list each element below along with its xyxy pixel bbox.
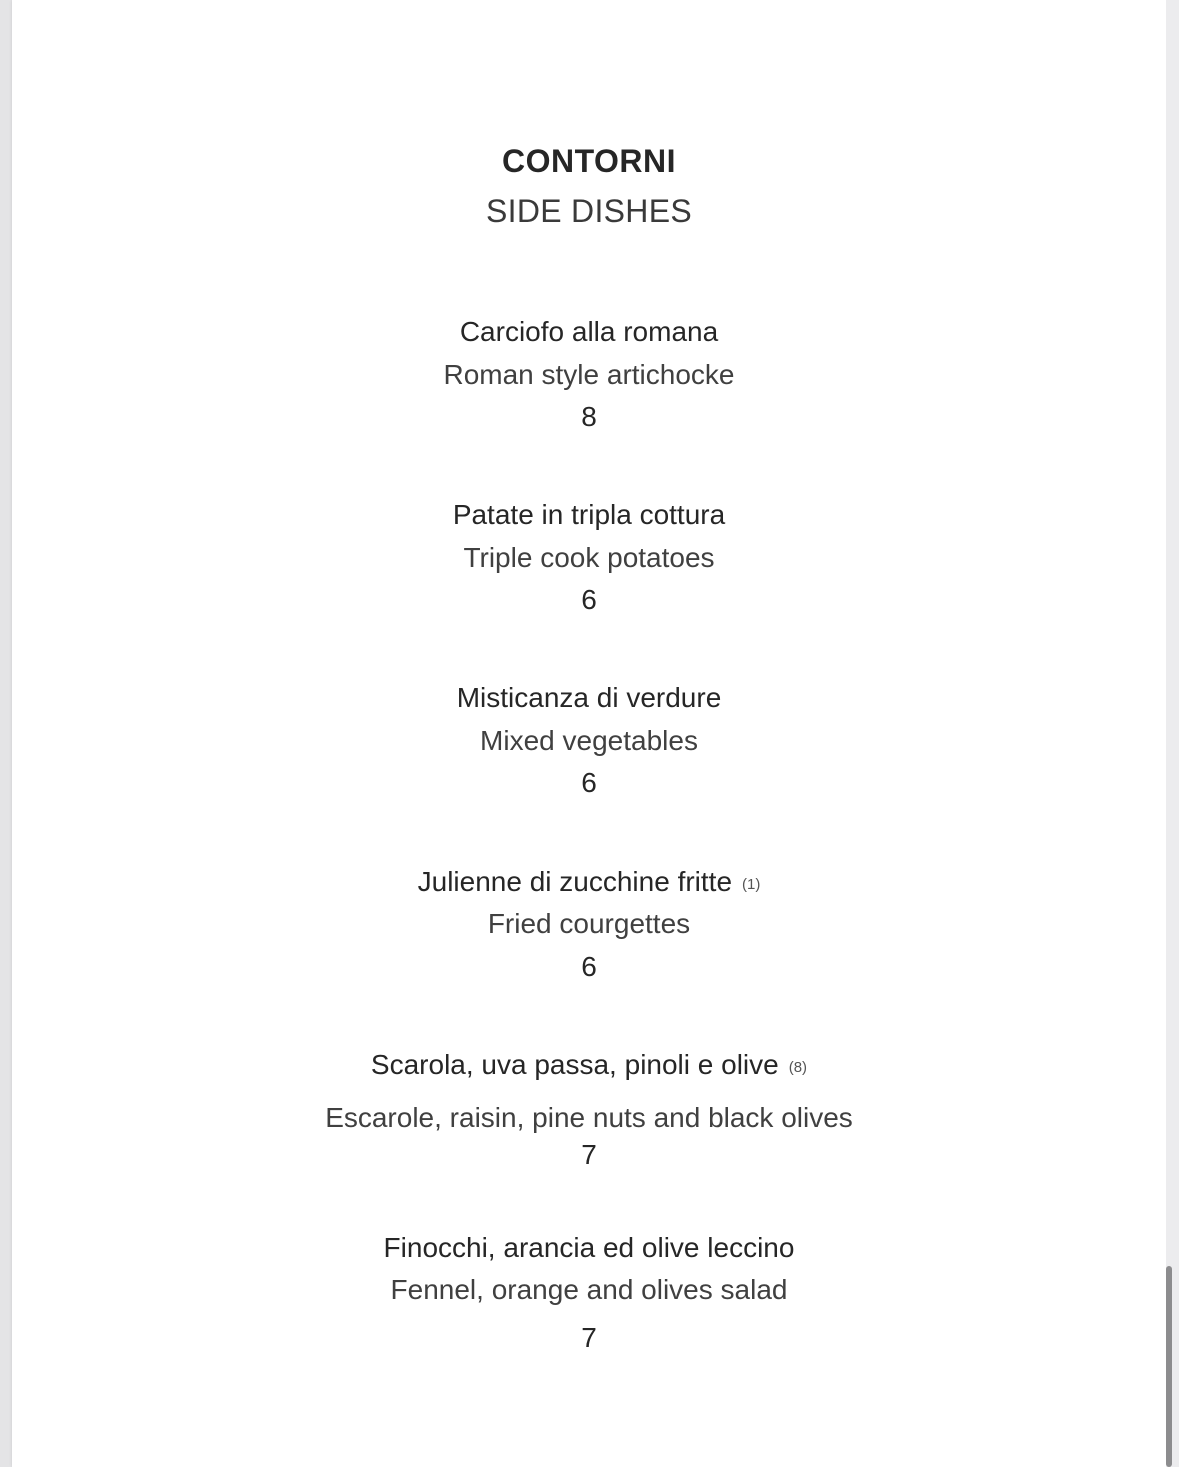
- dish-name: [12, 684, 1166, 712]
- dish-description: Roman style artichocke: [443, 359, 735, 390]
- dish-price: 6: [581, 767, 597, 798]
- dish-name-text: Finocchi, arancia ed olive leccino: [383, 1232, 795, 1263]
- dish-description: Mixed vegetables: [480, 725, 698, 756]
- scrollbar-track[interactable]: [1166, 0, 1179, 1467]
- allergen-note: (8): [788, 1059, 808, 1076]
- scrollbar-thumb[interactable]: [1166, 1266, 1172, 1467]
- dish-name-text: Misticanza di verdure: [456, 682, 722, 713]
- dish-name-text: Julienne di zucchine fritte: [417, 866, 733, 897]
- dish-price: 7: [581, 1139, 597, 1170]
- dish-name: [12, 1234, 1166, 1262]
- dish-name: [12, 868, 1166, 896]
- section-title: CONTORNI: [501, 143, 677, 179]
- dish-price: 7: [581, 1322, 597, 1353]
- dish-name-text: Scarola, uva passa, pinoli e olive: [370, 1049, 779, 1080]
- section-subtitle: SIDE DISHES: [485, 193, 693, 229]
- dish-price: 6: [581, 951, 597, 982]
- dish-price: 6: [581, 584, 597, 615]
- dish-description: Escarole, raisin, pine nuts and black olives: [325, 1102, 853, 1133]
- allergen-note: (1): [742, 876, 761, 893]
- dish-price: 8: [581, 401, 597, 432]
- dish-name: [12, 318, 1166, 346]
- dish-description: Triple cook potatoes: [463, 542, 715, 573]
- dish-name-text: Patate in tripla cottura: [452, 499, 726, 530]
- dish-name: [12, 1051, 1166, 1079]
- dish-description: Fried courgettes: [487, 908, 691, 939]
- dish-name: [12, 501, 1166, 529]
- dish-description: Fennel, orange and olives salad: [390, 1274, 788, 1305]
- dish-name-text: Carciofo alla romana: [459, 316, 719, 347]
